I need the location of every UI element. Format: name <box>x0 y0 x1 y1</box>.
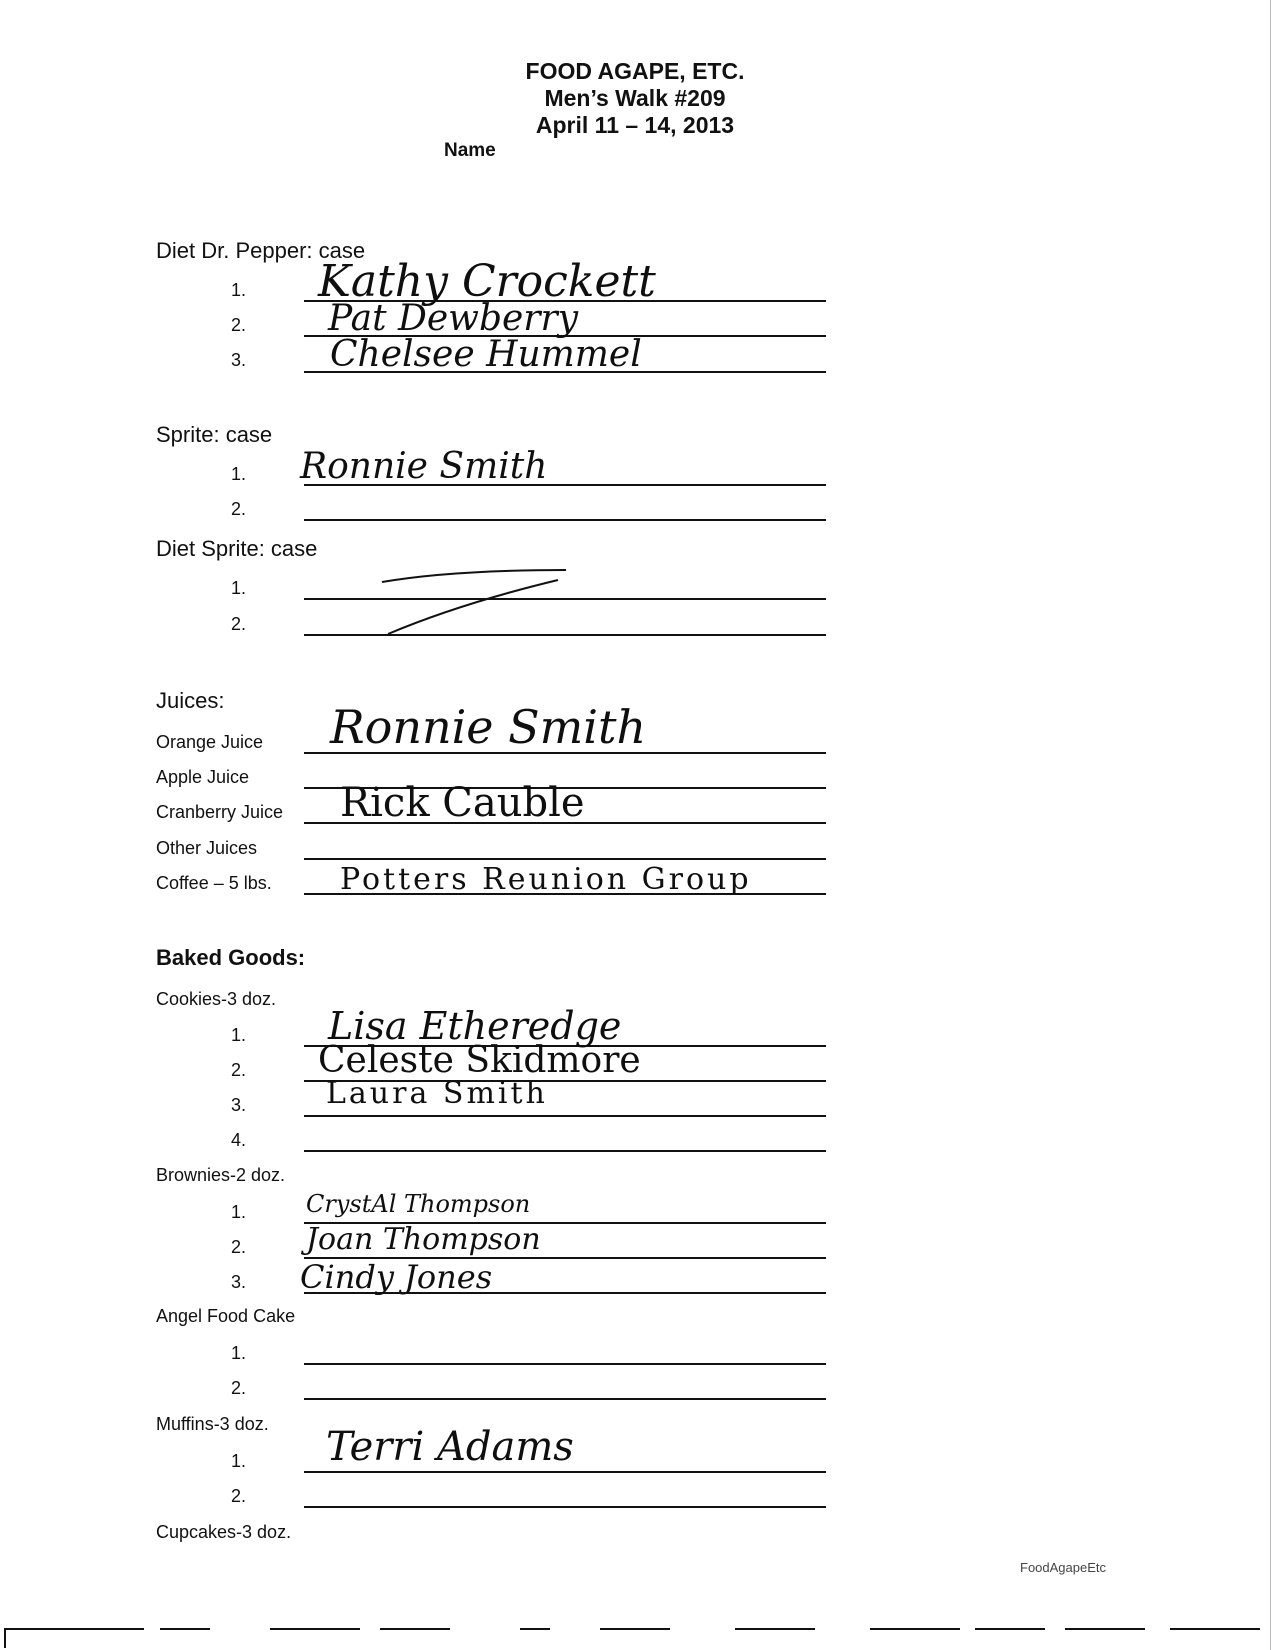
page-edge-line <box>1270 0 1271 1650</box>
handwritten-name: Potters Reunion Group <box>340 862 752 897</box>
baked-item-label: Cookies-3 doz. <box>156 989 277 1009</box>
cut-line <box>600 1628 670 1630</box>
cut-line <box>270 1628 360 1630</box>
cut-line <box>4 1628 6 1648</box>
row-number: 2. <box>230 499 246 519</box>
section-diet-dr-pepper: Diet Dr. Pepper: case <box>156 238 366 263</box>
signup-line <box>304 1150 826 1152</box>
juice-item-label: Apple Juice <box>156 767 250 787</box>
row-number: 4. <box>230 1130 246 1150</box>
row-number: 1. <box>230 1343 246 1363</box>
juice-item-label: Other Juices <box>156 838 258 858</box>
handwritten-name: Celeste Skidmore <box>318 1040 641 1081</box>
handwritten-name: Laura Smith <box>326 1076 548 1111</box>
signup-line <box>304 1471 826 1473</box>
footer-file-name: FoodAgapeEtc <box>1020 1560 1107 1575</box>
cut-line <box>1170 1628 1260 1630</box>
cut-line <box>1065 1628 1145 1630</box>
row-number: 2. <box>230 315 246 335</box>
section-baked-goods: Baked Goods: <box>156 945 306 970</box>
cut-line <box>380 1628 450 1630</box>
handwritten-name: Joan Thompson <box>306 1222 541 1257</box>
handwritten-name: Rick Cauble <box>340 780 585 826</box>
baked-item-label: Cupcakes-3 doz. <box>156 1522 292 1542</box>
cut-line <box>870 1628 960 1630</box>
juice-item-label: Coffee – 5 lbs. <box>156 873 272 893</box>
signup-line <box>304 1398 826 1400</box>
row-number: 2. <box>230 1378 246 1398</box>
handwritten-name: Chelsee Hummel <box>330 334 642 375</box>
baked-item-label: Brownies-2 doz. <box>156 1165 286 1185</box>
cut-line <box>735 1628 815 1630</box>
row-number: 1. <box>230 1451 246 1471</box>
signup-line <box>304 1363 826 1365</box>
row-number: 2. <box>230 614 246 634</box>
signup-line <box>304 519 826 521</box>
signup-line <box>304 858 826 860</box>
row-number: 2. <box>230 1486 246 1506</box>
juice-item-label: Cranberry Juice <box>156 802 284 822</box>
row-number: 3. <box>230 1272 246 1292</box>
cut-line <box>520 1628 550 1630</box>
baked-item-label: Angel Food Cake <box>156 1306 296 1326</box>
cut-line <box>975 1628 1045 1630</box>
section-juices: Juices: <box>156 688 225 713</box>
handwritten-name: Kathy Crockett <box>318 256 656 307</box>
row-number: 2. <box>230 1237 246 1257</box>
cut-line <box>4 1628 144 1630</box>
row-number: 1. <box>230 578 246 598</box>
handwritten-name: Ronnie Smith <box>300 446 548 487</box>
baked-item-label: Muffins-3 doz. <box>156 1414 269 1434</box>
row-number: 3. <box>230 350 246 370</box>
document-title: FOOD AGAPE, ETC. <box>525 58 745 84</box>
walk-number: Men’s Walk #209 <box>544 85 726 111</box>
name-column-header: Name <box>444 140 496 161</box>
row-number: 1. <box>230 280 246 300</box>
signup-line <box>304 1115 826 1117</box>
row-number: 1. <box>230 1202 246 1222</box>
cut-line <box>160 1628 210 1630</box>
handwritten-name: CrystAl Thompson <box>306 1190 531 1218</box>
strike-through-scribble <box>380 568 580 638</box>
handwritten-name: Lisa Etheredge <box>328 1004 622 1048</box>
handwritten-name: Terri Adams <box>326 1424 574 1470</box>
row-number: 1. <box>230 464 246 484</box>
section-diet-sprite: Diet Sprite: case <box>156 536 318 561</box>
handwritten-name: Pat Dewberry <box>328 298 579 339</box>
row-number: 2. <box>230 1060 246 1080</box>
handwritten-name: Cindy Jones <box>300 1258 493 1296</box>
row-number: 1. <box>230 1025 246 1045</box>
section-sprite: Sprite: case <box>156 422 273 447</box>
signup-line <box>304 1506 826 1508</box>
row-number: 3. <box>230 1095 246 1115</box>
handwritten-name: Ronnie Smith <box>330 700 647 754</box>
walk-dates: April 11 – 14, 2013 <box>535 112 735 138</box>
juice-item-label: Orange Juice <box>156 732 264 752</box>
